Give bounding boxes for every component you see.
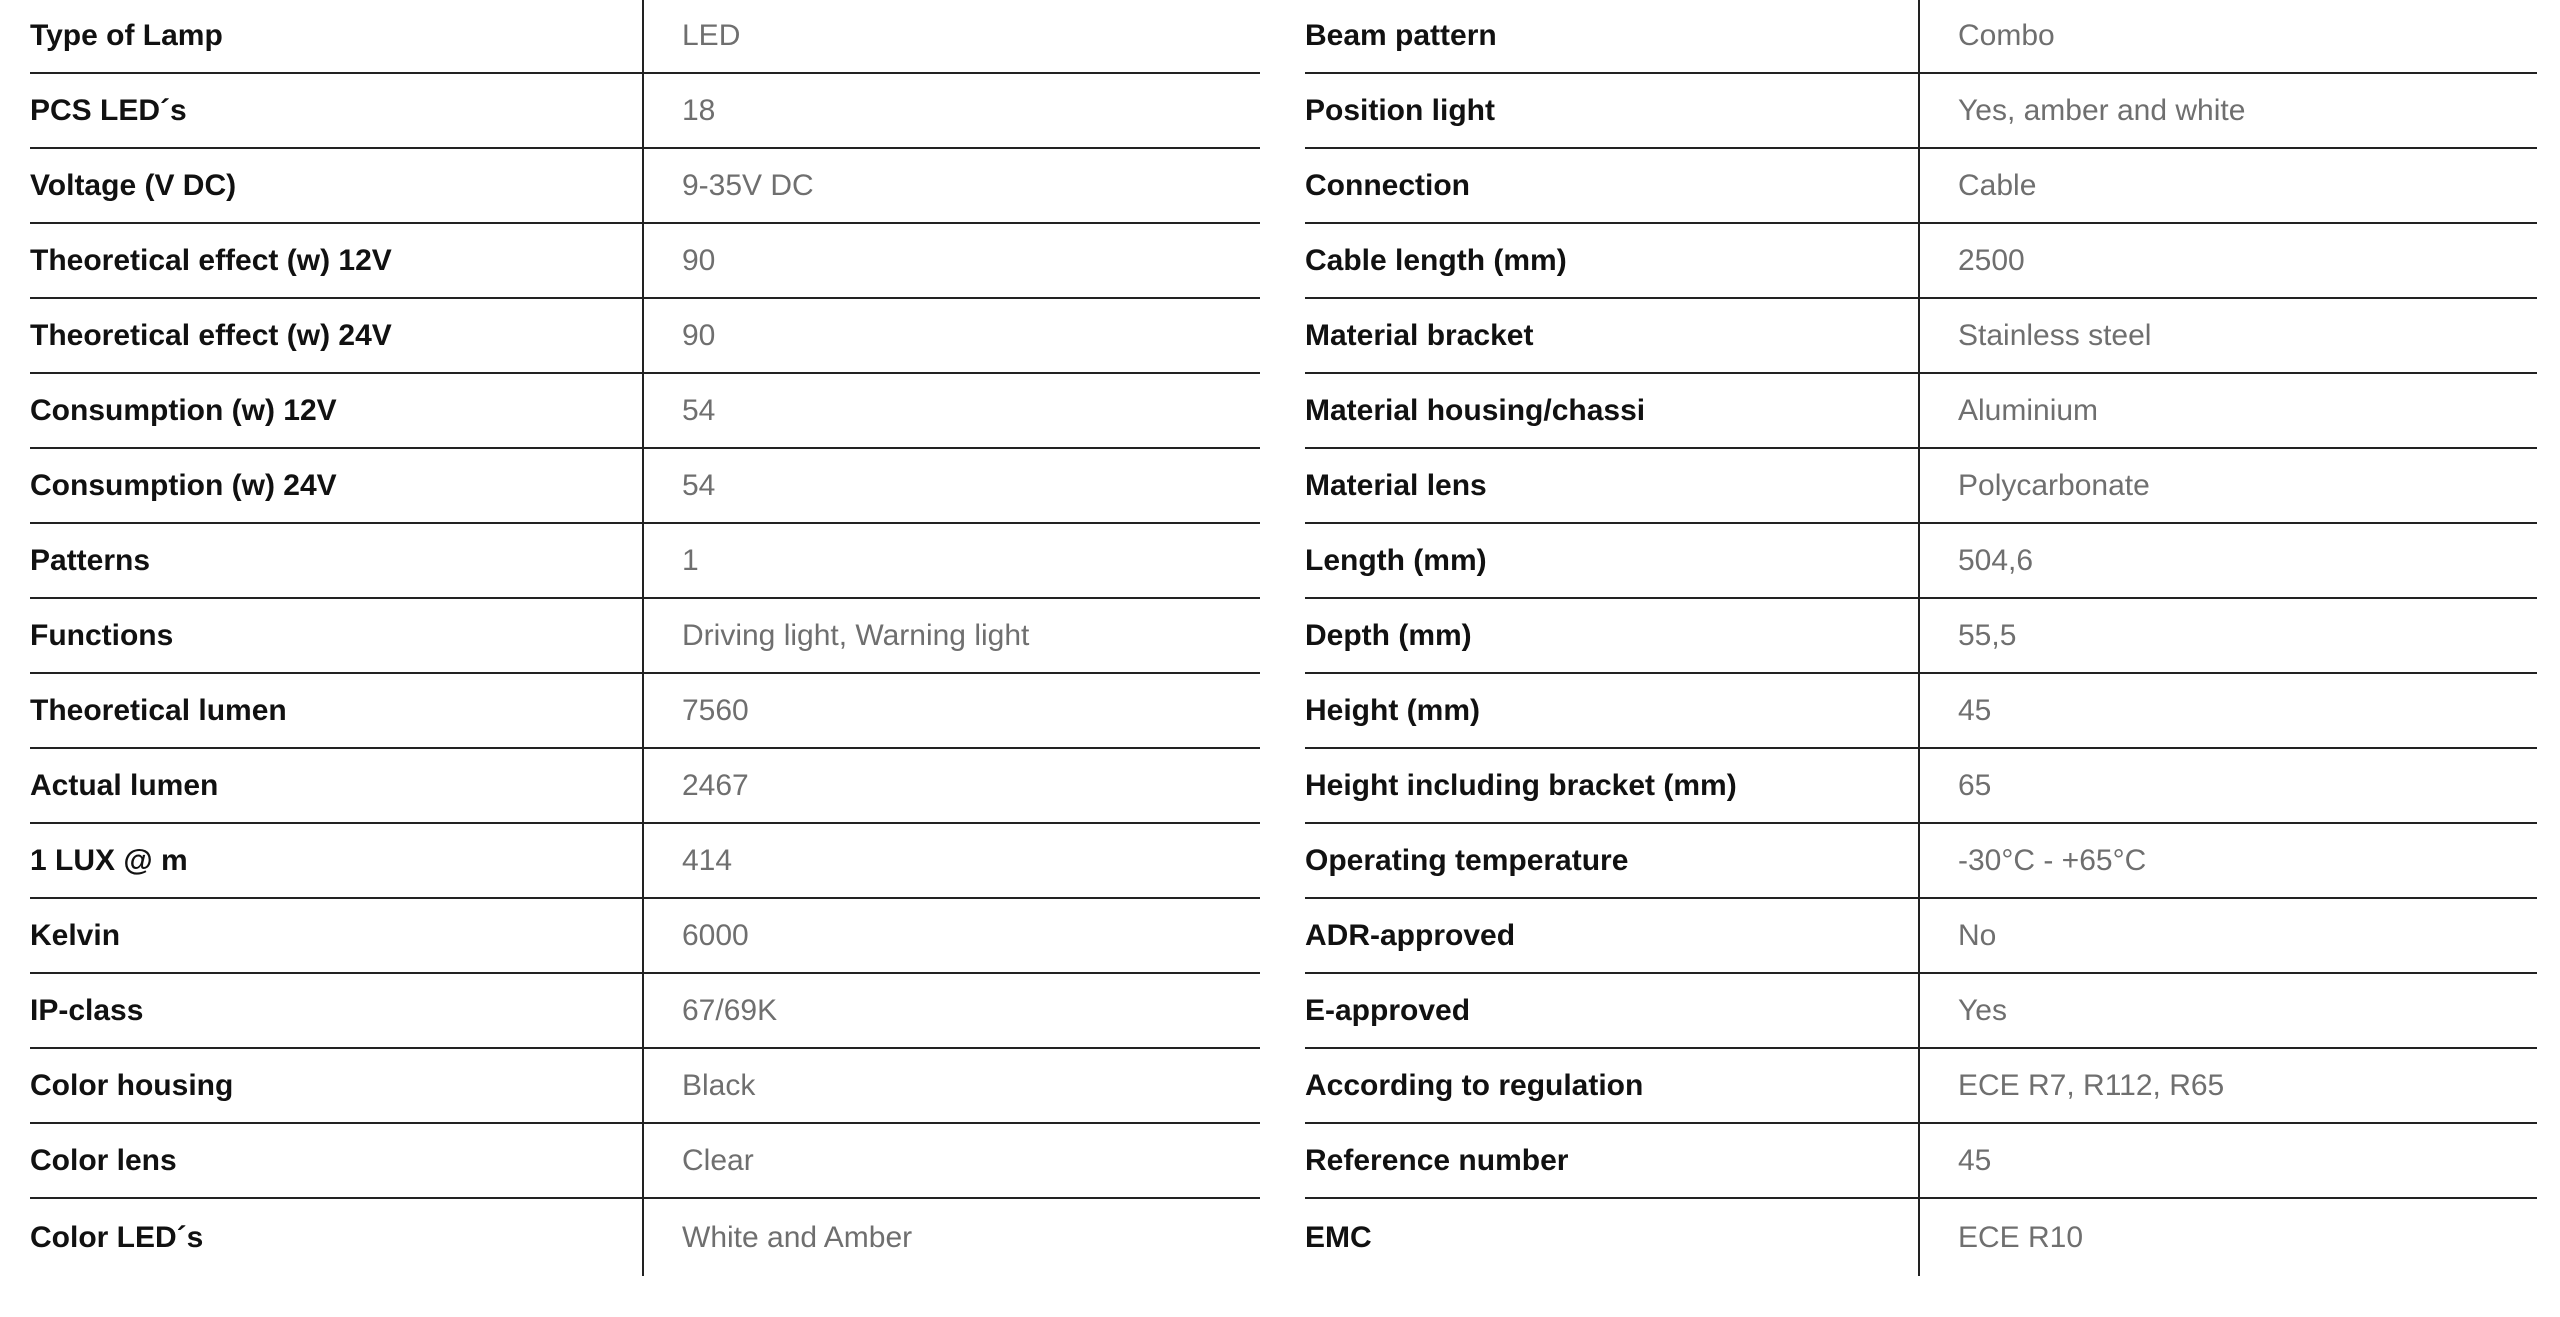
spec-value: 90	[643, 223, 1260, 298]
spec-label: Height including bracket (mm)	[1305, 748, 1919, 823]
spec-label: Consumption (w) 12V	[30, 373, 643, 448]
spec-row	[1305, 748, 2537, 823]
spec-label: Patterns	[30, 523, 643, 598]
spec-label: Position light	[1305, 73, 1919, 148]
spec-value: Black	[643, 1048, 1260, 1123]
spec-row	[30, 973, 1260, 1048]
spec-value: 90	[643, 298, 1260, 373]
spec-label: Actual lumen	[30, 748, 643, 823]
spec-row	[30, 448, 1260, 523]
spec-value: 414	[643, 823, 1260, 898]
spec-row	[30, 748, 1260, 823]
spec-value: 54	[643, 448, 1260, 523]
spec-value: 504,6	[1919, 523, 2537, 598]
spec-label: Height (mm)	[1305, 673, 1919, 748]
spec-value: 55,5	[1919, 598, 2537, 673]
spec-row	[1305, 823, 2537, 898]
spec-value: 2467	[643, 748, 1260, 823]
spec-value: 54	[643, 373, 1260, 448]
spec-label: Consumption (w) 24V	[30, 448, 643, 523]
spec-label: Theoretical lumen	[30, 673, 643, 748]
spec-row	[1305, 1048, 2537, 1123]
spec-value: 18	[643, 73, 1260, 148]
spec-label: EMC	[1305, 1198, 1919, 1276]
spec-label: Material housing/chassi	[1305, 373, 1919, 448]
spec-value: 65	[1919, 748, 2537, 823]
spec-value: No	[1919, 898, 2537, 973]
spec-row	[30, 73, 1260, 148]
spec-label: Connection	[1305, 148, 1919, 223]
spec-row	[30, 1198, 1260, 1276]
spec-row	[30, 223, 1260, 298]
spec-row	[1305, 0, 2537, 73]
spec-value: 6000	[643, 898, 1260, 973]
spec-row	[30, 598, 1260, 673]
spec-label: Length (mm)	[1305, 523, 1919, 598]
spec-row	[1305, 1123, 2537, 1198]
spec-value: 45	[1919, 673, 2537, 748]
spec-row	[30, 673, 1260, 748]
spec-value: Yes	[1919, 973, 2537, 1048]
spec-value: White and Amber	[682, 1220, 913, 1254]
spec-row	[1305, 523, 2537, 598]
spec-value: Driving light, Warning light	[643, 598, 1260, 673]
spec-table-left	[30, 0, 1260, 1276]
spec-row	[1305, 73, 2537, 148]
spec-label: Depth (mm)	[1305, 598, 1919, 673]
spec-label: Voltage (V DC)	[30, 148, 643, 223]
spec-label: Color housing	[30, 1048, 643, 1123]
spec-label: Beam pattern	[1305, 0, 1919, 73]
spec-label: Color lens	[30, 1123, 643, 1198]
spec-label: Functions	[30, 598, 643, 673]
spec-row	[1305, 298, 2537, 373]
spec-row	[1305, 598, 2537, 673]
spec-value: 2500	[1919, 223, 2537, 298]
spec-table-right-body	[1305, 0, 2537, 1276]
spec-value: -30°C - +65°C	[1919, 823, 2537, 898]
spec-value: Stainless steel	[1919, 298, 2537, 373]
spec-row	[1305, 1198, 2537, 1276]
spec-value: Combo	[1919, 0, 2537, 73]
spec-value: Aluminium	[1919, 373, 2537, 448]
spec-value: 1	[643, 523, 1260, 598]
spec-value: 45	[1919, 1123, 2537, 1198]
spec-row	[30, 823, 1260, 898]
spec-table-right	[1305, 0, 2537, 1276]
spec-value: LED	[643, 0, 1260, 73]
spec-row	[30, 898, 1260, 973]
spec-label: Material bracket	[1305, 298, 1919, 373]
spec-label: 1 LUX @ m	[30, 823, 643, 898]
spec-label: Reference number	[1305, 1123, 1919, 1198]
spec-row	[30, 1123, 1260, 1198]
spec-value: ECE R7, R112, R65	[1919, 1048, 2537, 1123]
spec-table-left-body	[30, 0, 1260, 1276]
spec-value: 7560	[643, 673, 1260, 748]
spec-label: Theoretical effect (w) 12V	[30, 223, 643, 298]
spec-row	[30, 148, 1260, 223]
spec-label: Type of Lamp	[30, 0, 643, 73]
spec-row	[1305, 148, 2537, 223]
spec-label: Operating temperature	[1305, 823, 1919, 898]
spec-value: Polycarbonate	[1919, 448, 2537, 523]
spec-label: Kelvin	[30, 898, 643, 973]
spec-label: ADR-approved	[1305, 898, 1919, 973]
spec-value: Cable	[1919, 148, 2537, 223]
spec-row	[30, 298, 1260, 373]
spec-value: Clear	[643, 1123, 1260, 1198]
spec-value: 67/69K	[643, 973, 1260, 1048]
spec-row	[30, 1048, 1260, 1123]
spec-value: Yes, amber and white	[1919, 73, 2537, 148]
spec-label: IP-class	[30, 973, 643, 1048]
spec-value: 9-35V DC	[643, 148, 1260, 223]
spec-row	[1305, 373, 2537, 448]
spec-row	[30, 0, 1260, 73]
spec-row	[1305, 223, 2537, 298]
spec-label: PCS LED´s	[30, 73, 643, 148]
spec-row	[30, 373, 1260, 448]
spec-row	[30, 523, 1260, 598]
spec-label: Color LED´s	[30, 1198, 643, 1276]
spec-row	[1305, 973, 2537, 1048]
spec-label: Theoretical effect (w) 24V	[30, 298, 643, 373]
spec-label: E-approved	[1305, 973, 1919, 1048]
spec-value: ECE R10	[1958, 1220, 2084, 1254]
spec-row	[1305, 898, 2537, 973]
spec-row	[1305, 448, 2537, 523]
spec-label: Cable length (mm)	[1305, 223, 1919, 298]
spec-row	[1305, 673, 2537, 748]
spec-label: According to regulation	[1305, 1048, 1919, 1123]
spec-label: Material lens	[1305, 448, 1919, 523]
